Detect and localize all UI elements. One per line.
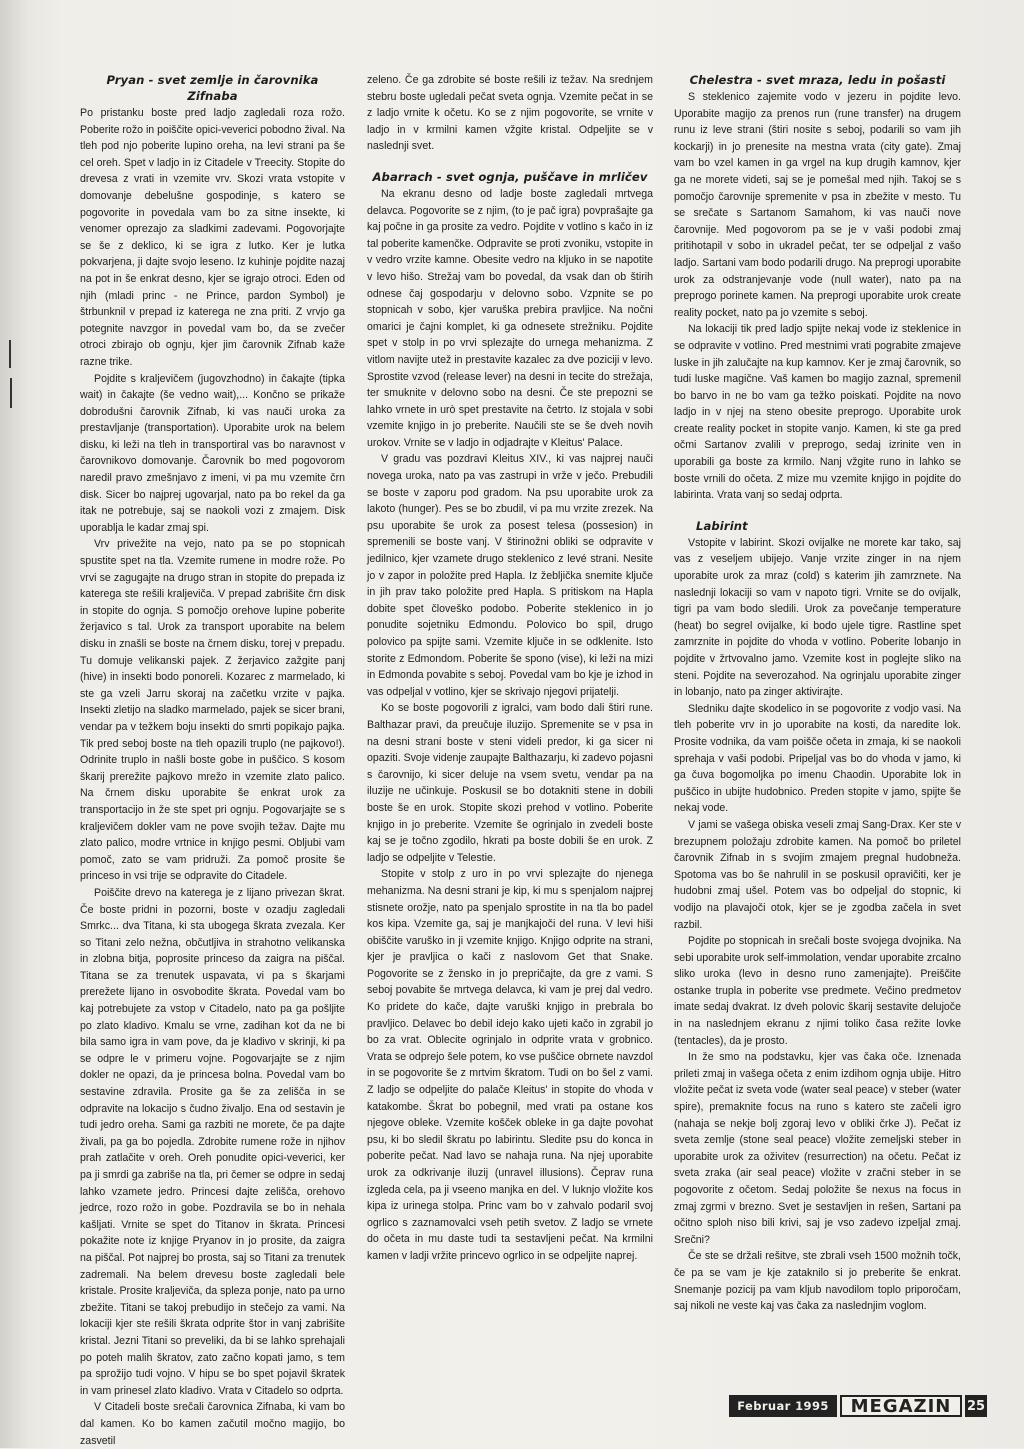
- column-2: [367, 72, 653, 1362]
- issue-date: Februar 1995: [729, 1395, 837, 1417]
- section-heading-labirint: Labirint: [696, 518, 748, 533]
- paragraph: Vrv privežite na vejo, nato pa se po stopnicah spustite spet na tla. Vzemite rumene in modre rože. Po vrvi se zagugajte na drugo stran in stopite do prepada iz katerega ste rešili kraljeviča. V prepad zabrišite črn disk in stopite do ognja. S pomočjo orehove lupine poberite žerjavico s tal. Urok za transport uporabite na belem disku in znašli se boste na črnem disku, torej v prepadu. Tu domuje velikanski pajek. Z žerjavico zažgite panj (hive) in insekti bodo ponoreli. Kozarec z marmelado, ki ste ga vzeli Jarru skoraj na začetku vrzite v pajka. Insekti zletijo na sladko marmelado, pajek se sicer brani, vendar pa v težkem boju insekti do smrti popikajo pajka. Tik pred seboj boste na tleh opazili truplo (ne pajkovo!). Odrinite truplo in našli boste gobe in puščico. S kosom škarij prerežite pajkovo mrežo in vzemite zlato palico. Na črnem disku uporabite še enkrat urok za transportacijo in že ste spet pri ognju. Pogovarjajte se s kraljevičem dokler vam ne pove svojih težav. Dajte mu zlato palico, modre vrtnice in knjigo pesmi. Obljubi vam pomoč, zato se vam pridruži. Za pomoč prosite še princeso in vsi trije se odpravite do Citadele.: [80, 538, 345, 883]
- margin-mark: [9, 340, 11, 368]
- paragraph: V jami se vašega obiska veseli zmaj Sang-Drax. Ker ste v brezupnem položaju zdrobite kamen. Na pomoč bo priletel čarovnik Zifnab in s svojim zmajem pregnal hudobneža. Spotoma vas bo še nahrulil in se poskusil opravičiti, ker je hudobni zmaj ušel. Potem vas bo odpeljal do stopnic, ki vodijo na plavajoči otok, kjer se je zgodba začela in svet razbil.: [674, 818, 961, 931]
- column-1: [80, 72, 345, 1447]
- paragraph: Poiščite drevo na katerega je z lijano privezan škrat. Če boste pridni in pozorni, boste v ozadju zagledali Smrkc... dva Titana, ki sta ubogega škrata zvezala. Ker so Titani zelo nežna, občutljiva in strahotno velikanska in zlobna bitja, poprosite princeso da zaigra na piščal. Titana se za trenutek uspavata, vi pa s škarjami prerežete lijano in osvobodite škrata. Povedal vam bo kaj potrebujete za vstop v Citadelo, nato pa ga pošljite po zlato kladivo. Kmalu se vrne, zadihan kot da ne bi bila samo igra in vam pove, da je kladivo v skrinji, ki pa se odpre le v primeru vojne. Pogovarjajte se z njim dokler ne opazi, da je princesa bolna. Povedal vam bo sestavine zdravila. Prosite ga še za zelišča in se odpravite na lokacijo s čudno živaljo. Ena od sestavin je tudi jedro oreha. Sami ga razbiti ne morete, če pa dajte živali, pa ga bo pojedla. Zdrobite rumene rože in njihov prah zatlačite v oreh. Oreh ponudite opici-veverici, ker pa ji smrdi ga zabriše na tla, pri čemer se odpre in sedaj lahko vzamete jedro. Princesi dajte zelišča, orehovo jedrce, rozo rožo in gobe. Pozdravila se bo in nehala kašljati. Vrnite se spet do Titanov in škrata. Princesi pokažite note iz knjige Pryanov in jo prosite, da zaigra na piščal. Pot najprej bo prosta, saj so Titani za trenutek zadremali. Na belem drevesu boste zagledali bele kristale. Prosite kraljeviča, da spleza ponje, nato pa urno zbežite. Titani se takoj prebudijo in stečejo za vami. Na lokaciji kjer ste rešili škrata odprite štor in vanj zabrišite kristal. Jezni Titani so preveliki, da bi se lahko sprehajali po poteh malih škratov, zato začno kopati jamo, s tem pa sprožijo tudi vojno. V hipu se bo spet pojavil škratek in vam prinesel zlato kladivo. Vrata v Citadelo so odprta.: [80, 886, 345, 1397]
- section-heading-chelestra: Chelestra - svet mraza, ledu in pošasti: [689, 73, 946, 87]
- page-number: 25: [965, 1395, 987, 1417]
- paragraph: Ko se boste pogovorili z igralci, vam bodo dali štiri rune. Balthazar pravi, da preučuje iluzijo. Spremenite se v psa in na desni strani boste v steni videli predor, ki ga sicer ni opaziti. Svoje videnje zaupajte Balthazarju, ki zadevo pojasni s čarovnijo, ki sicer deluje na vsem svetu, vendar pa na iluzije ne učinkuje. Poskusil se bo dotakniti stene in dobili boste še en urok. Stopite skozi prehod v votlino. Poberite knjigo in jo preberite. Vzemite še ogrinjalo in zvedeli boste kaj se je točno zgodilo, hkrati pa boste dobili še en urok. Z ladjo se odpeljite v Telestie.: [367, 702, 653, 864]
- paragraph: Če ste se držali rešitve, ste zbrali vseh 1500 možnih točk, če pa se vam je kje zataknilo si jo preberite še enkrat. Snemanje pozicij pa vam kljub navodilom toplo priporočam, saj nikoli ne veste kaj vas čaka za naslednjim voglom.: [674, 1250, 961, 1313]
- paragraph: Po pristanku boste pred ladjo zagledali roza rožo. Poberite rožo in poiščite opici-veverici pobodno žival. Na tleh pod njo poberite lupino oreha, na levi strani pa še cel oreh. Spet v ladjo in iz Citadele v Treecity. Stopite do drevesa z vrati in vzemite vrv. Skozi vrata vstopite v domovanje debelušne gospodinje, s katero se pogovorite in povedala vam bo za sitne insekte, ki venomer oprezajo za sladkimi zadevami. Pogovorjajte se še z deklico, ki se igra z lutko. Ker je lutka pokvarjena, ji dajte svojo leseno. Iz kuhinje pojdite nazaj na pot in še enkrat desno, kjer se igrajo otroci. Eden od njih (mladi princ - ne Prince, pardon Symbol) je štrbunknil v prepad iz katerega ne zna priti. Z vrvjo ga potegnite navzgor in povedal vam bo, da se zvečer otroci zbirajo ob ognju, kjer jim čarovnik Zifnab kaže razne trike.: [80, 107, 345, 368]
- section-heading-pryan: Pryan - svet zemlje in čarovnika Zifnaba: [106, 73, 319, 103]
- page-footer: [729, 1394, 987, 1418]
- paragraph: Na ekranu desno od ladje boste zagledali mrtvega delavca. Pogovorite se z njim, (to je pač igra) povprašajte ga kaj počne in ga prosite za vedro. Pojdite v votlino s kačo in iz tal poberite kamenčke. Odpravite se proti zvoniku, vstopite in v vedro vrzite kamne. Obesite vedro na kljuko in se napotite v levo hišo. Strežaj vam bo povedal, da vsak dan ob štirih odnese čaj gospodarju v delovno sobo. Vzpnite se po stopnicah v sobo, kjer varuška prebira pravljice. Na nočni omarici je čajni komplet, ki ga odnesete strežniku. Pojdite spet v stolp in po vrvi splezajte do urnega mehanizma. Z vitlom navijte utež in prestavite kazalec za dve poziciji v levo. Sprostite vzvod (release lever) na desni in tecite do strežaja, ter smuknite v delovno sobo na desni. Če ste prepozni se lahko vrnete in urò spet prestavite na četrto. Iz stojala v sobi vzemite knjigo in jo preberite. Naučili ste se še dveh novih urokov. Vrnite se v ladjo in odjadrajte v Kleitus' Palace.: [367, 187, 653, 449]
- margin-mark: [10, 378, 12, 408]
- paragraph: Stopite v stolp z uro in po vrvi splezajte do njenega mehanizma. Na desni strani je kip, ki mu s spenjalom najprej stisnete orožje, nato pa spenjalo sprostite in na tla bo padel kos kipa. Vzemite ga, saj je manjkajoči del runa. V levi hiši obiščite varuško in ji vzemite knjigo. Knjigo odprite na strani, kjer je pravljica o kači z naslovom Get that Snake. Pogovorite se z žensko in jo prepričajte, da gre z vami. S seboj povabite še mrtvega delavca, ki vam je prej dal vedro. Ko pridete do kače, dajte varuški knjigo in prebrala bo pravljico. Delavec bo debil idejo kako ujeti kačo in zgrabil jo bo za vrat. Oblecite ogrinjalo in odprite vrata v grobnico. Vrata se odprejo šele potem, ko vse puščice obrnete navzdol in se pogovorite še z mrtvim škratom. Tudi on bo šel z vami. Z ladjo se odpeljite do palače Kleitus' in stopite do vhoda v katakombe. Škrat bo pobegnil, med vrati pa ostane kos njegove obleke. Vzemite košček obleke in ga dajte povohat psu, ki bo sledil škratu po labirintu. Sledite psu do konca in poberite pečat. Nad lavo se nahaja runa. Na njej uporabite urok za odkrivanje iluzij (unravel illusions). Čeprav runa izgleda cela, pa ji vseeno manjka en del. V luknjo vložite kos kipa iz urinega stolpa. Princ vam bo v zahvalo podaril svoj ogrlico s zaznamovalci vseh petih svetov. Z ladjo se vrnete do očeta in mu daste tudi ta sestavljeni pečat. Na krmilni kamen v ladji vržite princevo ogrlico in se odpeljite naprej.: [367, 868, 653, 1262]
- page-binding-edge: [0, 0, 26, 1448]
- paragraph: V Citadeli boste srečali čarovnica Zifnaba, ki vam bo dal kamen. Ko bo kamen začutil močno magijo, bo zasvetil: [80, 1401, 345, 1447]
- paragraph: Na lokaciji tik pred ladjo spijte nekaj vode iz steklenice in se odpravite v votlino. Pred mestnimi vrati pograbite zmajeve luske in jih zalučajte na kup kamnov. Ker je zmaj čarovnik, so tudi luske magične. Vaš kamen bo magijo zaznal, spremenil bo barvo in ne bo vam ga težko poiskati. Pojdite na novo ladjo in v njej na steno obesite preprogo. Uporabite urok create reality pocket in stopite vanjo. Kamen, ki ste ga pred očmi Sartanov zvalili v preprogo, sedaj izrinite ven in uporabili ga boste za krmilo. Nanj vžgite runo in lahko se boste vrnili do očeta. Z mize mu vzemite knjigo in pojdite do labirinta. Vrata vanj so sedaj odprta.: [674, 323, 961, 502]
- paragraph: Pojdite s kraljevičem (jugovzhodno) in čakajte (tipka wait) in čakajte (še vedno wait),... Končno se prikaže dobrodušni čarovnik Zifnab, ki vas nauči uroka za prestavljanje (transportation). Uporabite urok na belem disku, ki leži na tleh in transportiral vas bo naravnost v čarovnikovo domovanje. Čarovnik bo med pogovorom naredil pravo zmešnjavo z imeni, vi pa mu vzemite črn disk. Sicer bo najprej ugovarjal, nato pa bo rekel da ga itak ne potrebuje, saj se naokoli vozi z zmajem. Disk uporablja le kadar zmaj spi.: [80, 372, 345, 534]
- paragraph-continued: zeleno. Če ga zdrobite sé boste rešili iz težav. Na srednjem stebru boste ugledali pečat sveta ognja. Vzemite pečat in se z ladjo vrnite k očetu. Ko se z njim pogovorite, se vrnite v ladjo in v krmilni kamen vžgite kristal. Odpeljite se v naslednji svet.: [367, 74, 653, 153]
- paragraph: Pojdite po stopnicah in srečali boste svojega dvojnika. Na sebi uporabite urok self-immolation, vendar uporabite zrcalno sliko uroka (levo in desno runo zamenjajte). Preiščite ostanke trupla in poberite vse predmete. Večino predmetov imate sedaj dvakrat. Iz dveh polovic škarij sestavite delujoče in na naslednjem ekranu z njimi toliko časa režite lovke (tentacles), da je prosto.: [674, 935, 961, 1047]
- magazine-logo: MEGAZIN: [840, 1395, 962, 1417]
- paragraph: Sledniku dajte skodelico in se pogovorite z vodjo vasi. Na tleh poberite vrv in jo uporabite na kosti, da naredite lok. Prosite vodnika, da vam poišče očeta in zmaja, ki se naokoli sprehaja v vaši podobi. Pripeljal vas bo do vhoda v jamo, ki ga čuva bogomoljka po imenu Chaodin. Uporabite lok in puščico in ubijte hudobnico. Preden stopite v jamo, spijte še nekaj vode.: [674, 702, 961, 815]
- paragraph: Vstopite v labirint. Skozi ovijalke ne morete kar tako, saj vas z veseljem ubijejo. Vanje vrzite zinger in na njem uporabite urok za mraz (cold) s katerim jih zamrznete. Na naslednji lokaciji so vam v napoto tigri. Vrnite se do ovijalk, tigri pa vam bodo sledili. Urok za povečanje temperature (heat) bo segrel ovijalke, ki bodo ujele tigre. Rastline spet zamrznite in pojdite do vhoda v votlino. Poberite lobanjo in pojdite v žrtvovalno jamo. Vzemite kost in poglejte sliko na steni. Pojdite na severozahod. Na ogrinjalu uporabite zinger in lobanjo, nato pa zinger aktivirajte.: [674, 536, 961, 699]
- paragraph: In že smo na podstavku, kjer vas čaka oče. Iznenada prileti zmaj in vašega očeta z enim izdihom ognja ubije. Hitro vložite pečat iz sveta vode (water seal peace) v steber (water spire), premaknite focus na runo s katero ste začeli igro (nahaja se nekje bolj zgoraj levo v obliki črke J). Pečat iz sveta zemlje (stone seal peace) vložite zemeljski steber in uporabite urok za oživitev (resurrection) na očetu. Pečat iz sveta zraka (air seal peace) vložite v zračni steber in se pogovorite z očetom. Sedaj položite še nexus na focus in zmaj zgrmi v brezno. Svet je sestavljen in rešen, Sartani pa očitno sploh niso bili krivi, saj je vso zadevo izpeljal zmaj. Srečni?: [674, 1051, 961, 1246]
- column-3: [674, 72, 961, 1362]
- paragraph: S steklenico zajemite vodo v jezeru in pojdite levo. Uporabite magijo za prenos run (rune transfer) na drugem runu iz leve strani (štiri nosite s seboj, podarili so vam jih kockarji) in jo prenesite na mestna vrata (city gate). Zmaj vam bo vzel kamen in ga vrgel na kup drugih kamnov, kjer ga ne morete videti, saj se je pomešal med njih. Takoj se s pomočjo čarovnije spremenite v psa in zbežite v mesto. Tu se srečate s Sartanom Samahom, ki vas nauči nove čarovnije. Med pogovorom pa se je v vaši podobi zmaj pritihotapil v sobo in ukradel pečat, ter se odpeljal z vašo ladjo. Sartani vam bodo podarili drugo. Na preprogi uporabite urok za odstranjevanje vode (null water), nato pa na preprogo porinete kamen. Na preprogi uporabite urok create reality pocket, nato pa jo vzemite s seboj.: [674, 91, 961, 319]
- paragraph: V gradu vas pozdravi Kleitus XIV., ki vas najprej nauči novega uroka, nato pa vas zastrupi in vrže v ječo. Prebudili se boste v zaporu pod gradom. Na psu uporabite urok za lakoto (hunger). Pes se bo zbudil, vi pa mu vrzite zrezek. Na psu uporabite še urok za posest telesa (possesion) in spremenili se boste vanj. V štirinožni obliki se odpravite v jedilnico, kjer vzamete drugo steklenico z levé strani. Nesite jo v zapor in položite pred Hapla. Iz žebljička snemite ključe in jih prav tako položite pred Hapla. S pritiskom na Hapla dobite spet človeško podobo. Poberite steklenico in jo ponudite sojetniku Edmondu. Polovico bo spil, drugo polovico pa spijte sami. Vzemite ključe in se odklenite. Isto storite z Edmondom. Poberite še spono (vise), ki leži na mizi in Edmonda povabite s seboj. Povedal vam bo kje je izhod in vas odpeljal v votlino, kjer se skrivajo njegovi prijatelji.: [367, 453, 653, 698]
- section-heading-abarrach: Abarrach - svet ognja, puščave in mrličev: [372, 169, 648, 184]
